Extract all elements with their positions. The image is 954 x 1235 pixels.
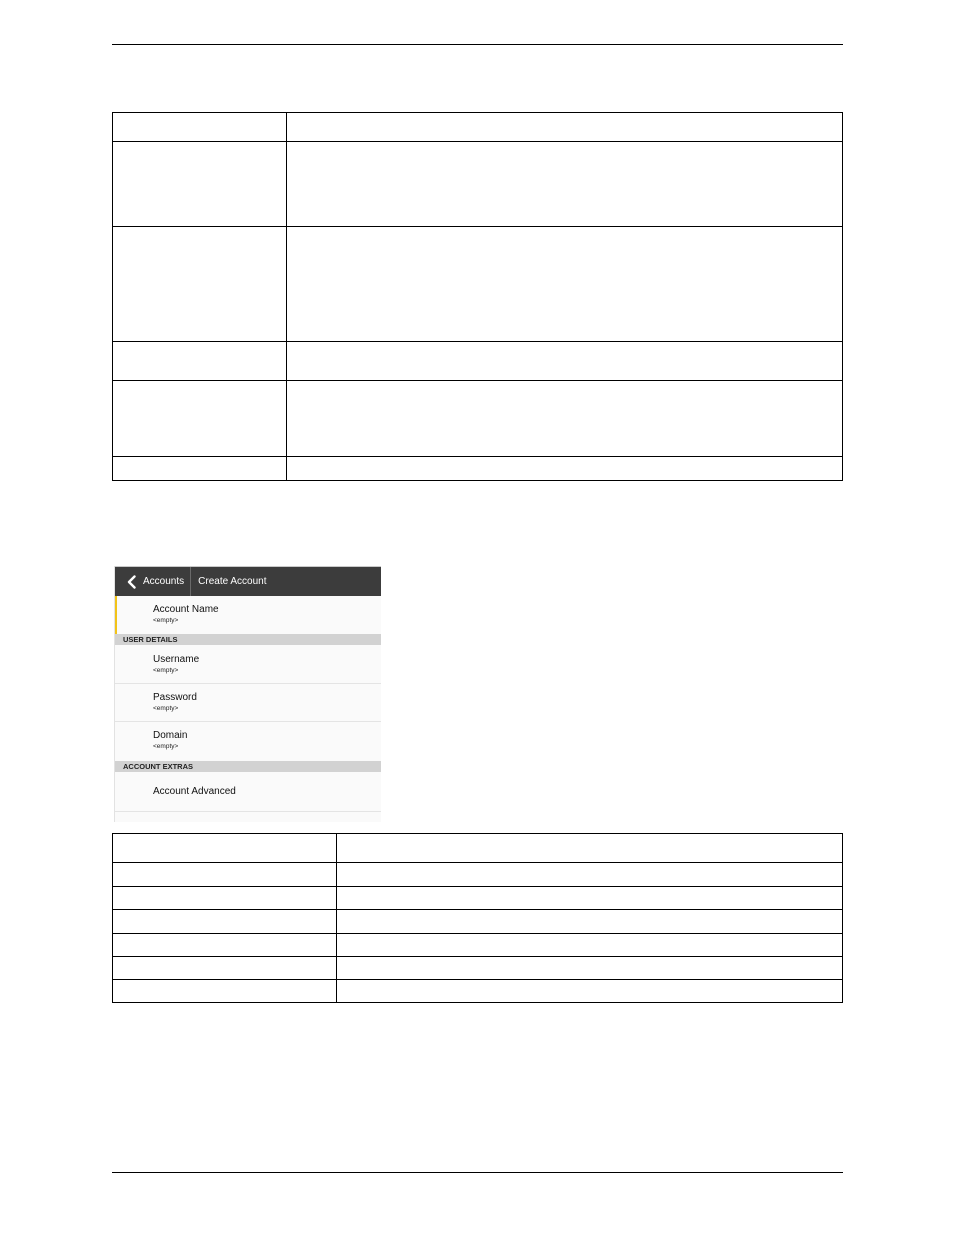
table-cell — [113, 887, 337, 910]
table-cell — [113, 113, 287, 142]
table-row — [113, 342, 843, 381]
username-value: <empty> — [153, 667, 179, 674]
account-name-label: Account Name — [153, 604, 219, 615]
back-button[interactable] — [115, 567, 191, 596]
table-cell — [337, 863, 843, 887]
table-cell — [337, 834, 843, 863]
table-cell — [337, 887, 843, 910]
table-row — [113, 142, 843, 227]
bottom-table — [112, 833, 843, 1003]
section-user-details: USER DETAILS — [115, 634, 381, 645]
table-row — [113, 934, 843, 957]
password-value: <empty> — [153, 705, 179, 712]
table-cell — [287, 142, 843, 227]
app-bar — [115, 566, 381, 596]
table-cell — [287, 381, 843, 457]
domain-label: Domain — [153, 730, 188, 741]
username-label: Username — [153, 654, 200, 665]
table-cell — [113, 934, 337, 957]
domain-value: <empty> — [153, 743, 179, 750]
table-cell — [113, 381, 287, 457]
table-row — [113, 381, 843, 457]
create-account-screen — [114, 566, 381, 822]
footer-rule — [112, 1172, 843, 1173]
table-cell — [287, 227, 843, 342]
chevron-left-icon — [127, 575, 136, 589]
table-cell — [287, 342, 843, 381]
table-row — [113, 910, 843, 934]
table-cell — [337, 980, 843, 1003]
table-cell — [113, 457, 287, 481]
table-cell — [113, 834, 337, 863]
account-name-value: <empty> — [153, 617, 179, 624]
table-row — [113, 980, 843, 1003]
table-cell — [113, 142, 287, 227]
table-cell — [337, 910, 843, 934]
header-rule — [112, 44, 843, 45]
password-label: Password — [153, 692, 197, 703]
section-account-extras: ACCOUNT EXTRAS — [115, 761, 381, 772]
table-row — [113, 957, 843, 980]
password-item[interactable] — [115, 684, 381, 722]
account-name-item[interactable] — [115, 596, 381, 634]
table-cell — [287, 457, 843, 481]
table-cell — [113, 863, 337, 887]
top-table — [112, 112, 843, 481]
screen-title: Create Account — [198, 576, 267, 587]
back-label: Accounts — [143, 576, 185, 587]
table-row — [113, 113, 843, 142]
table-row — [113, 887, 843, 910]
table-cell — [113, 227, 287, 342]
domain-item[interactable] — [115, 722, 381, 761]
account-advanced-item[interactable] — [115, 772, 381, 812]
table-cell — [113, 342, 287, 381]
username-item[interactable] — [115, 645, 381, 684]
table-cell — [337, 934, 843, 957]
table-row — [113, 834, 843, 863]
table-cell — [113, 957, 337, 980]
table-row — [113, 457, 843, 481]
table-row — [113, 227, 843, 342]
account-advanced-label: Account Advanced — [153, 786, 236, 797]
table-cell — [287, 113, 843, 142]
table-cell — [113, 910, 337, 934]
table-row — [113, 863, 843, 887]
table-cell — [337, 957, 843, 980]
table-cell — [113, 980, 337, 1003]
